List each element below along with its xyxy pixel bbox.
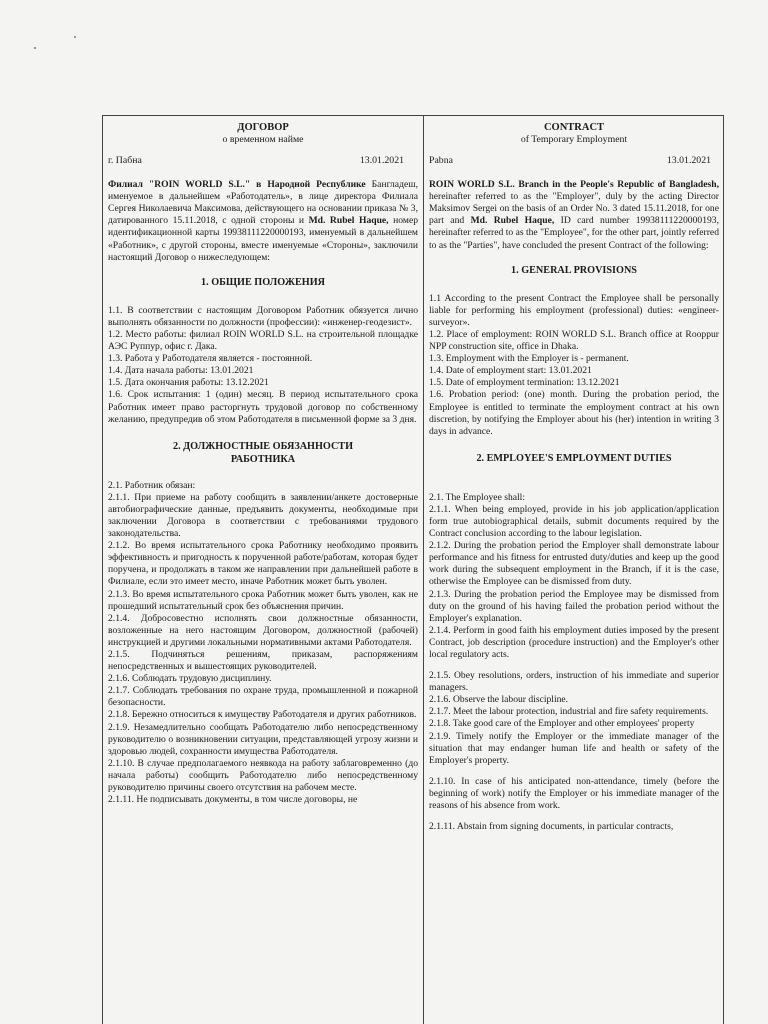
place-date-ru (108, 155, 418, 167)
clause-ru: 1.1. В соответствии с настоящим Договором Работник обязуется лично выполнять обязанности по должности (профессии): «инженер-геодезист». (108, 304, 418, 328)
clause-en: 1.4. Date of employment start: 13.01.2021 (429, 365, 592, 377)
s1-list-ru (108, 305, 418, 426)
russian-column (103, 116, 424, 1024)
section1-heading-ru: 1. ОБЩИЕ ПОЛОЖЕНИЯ (201, 276, 325, 288)
place-en: Pabna (429, 155, 453, 166)
clause-ru: 1.6. Срок испытания: 1 (один) месяц. В период испытательного срока Работник имеет право расторгнуть трудовой договор по собственному желанию, предупредив об этом Работодателя в письменной форме за 3 дня. (108, 389, 418, 425)
date-ru: 13.01.2021 (359, 155, 404, 166)
intro-rest-en: hereinafter referred to as the "Employer", duly by the acting Director Maksimov Sergei on the basis of an Order No. 3 dated 15.11.2018, for one part and (429, 191, 719, 227)
contract-table (102, 115, 724, 1024)
clause-ru: 2.1.2. Во время испытательного срока Работнику необходимо проявить эффективность и пригодность к порученной работе/работам, которая будет поручена, и продолжать в таком же направлении при дальнейшей работе в Филиале, если это имеет место, иначе Работник может быть уволен. (108, 540, 418, 588)
clause-en: 2.1.9. Timely notify the Employer or the immediate manager of the situation that may endanger human life and health or safety of the Employer's property. (429, 730, 719, 766)
s2-list-ru (108, 480, 418, 807)
clause-en: 2.1.10. In case of his anticipated non-attendance, timely (before the beginning of work) notify the Employer or his immediate manager of the reasons of his absence from work. (429, 775, 719, 812)
spacer (429, 767, 719, 776)
clause-en: 2.1.8. Take good care of the Employer and other employees' property (429, 718, 695, 730)
clause-ru: 2.1.10. В случае предполагаемого неявкода на работу заблаговременно (до начала работы) сообщить Работодателю либо непосредственному руководителю причины своего отсутствия на рабочем месте. (108, 757, 418, 794)
doc-title-en: CONTRACT (543, 122, 605, 133)
clause-ru: 2.1.6. Соблюдать трудовую дисциплину. (108, 673, 272, 685)
scan-speck (34, 47, 36, 49)
clause-ru: 2.1.4. Добросовестно исполнять свои должностные обязанности, возложенные на него настоящим Договором, должностной (рабочей) инструкцией и другими локальными нормативными актами Работодателя. (108, 612, 418, 648)
clause-ru: 2.1.3. Во время испытательного срока Работник может быть уволен, как не прошедший испытательный срок без объяснения причин. (108, 588, 418, 612)
clause-en: 2.1.5. Obey resolutions, orders, instruction of his immediate and superior managers. (429, 670, 719, 694)
s1-list-en (429, 293, 719, 438)
clause-en: 2.1.2. During the probation period the Employer shall demonstrate labour performance and his fitness for entrusted duty/duties and keep up the good work during the subsequent employment in the Branch, if it is the case, otherwise the Employee can be dismissed from duty. (429, 540, 719, 588)
intro-tail-ru: номер идентификационной карты 19938111220000193, именуемый в дальнейшем «Работник», с другой стороны, вместе именуемые «Стороны», заключили настоящий Договор о нижеследующем: (108, 215, 418, 263)
section2-heading-en: 2. EMPLOYEE'S EMPLOYMENT DUTIES (476, 452, 672, 464)
clause-ru: 1.2. Место работы: филиал ROIN WORLD S.L. на строительной площадке АЭС Руппур, офис г. Дака. (108, 328, 418, 353)
intro-name-en: Md. Rubel Haque, (470, 215, 555, 227)
clause-ru: 2.1.9. Незамедлительно сообщать Работодателю либо непосредственному руководителю о возникновении ситуации, представляющей угрозу жизни и здоровью людей, сохранности имущества Работодателя. (108, 721, 418, 757)
clause-ru: 2.1. Работник обязан: (108, 479, 196, 491)
doc-subtitle-en: of Temporary Employment (520, 134, 628, 145)
clause-en: 1.1 According to the present Contract the Employee shall be personally liable for performing his employment (professional) duties: «engineer-surveyor». (429, 292, 719, 328)
clause-ru: 1.5. Дата окончания работы: 13.12.2021 (108, 377, 269, 389)
doc-title-ru: ДОГОВОР (237, 122, 289, 133)
clause-ru: 2.1.11. Не подписывать документы, в том числе договоры, не (108, 794, 358, 806)
intro-bold-en: ROIN WORLD S.L. Branch in the People's Republic of Bangladesh, (429, 179, 719, 191)
clause-ru: 2.1.1. При приеме на работу сообщить в заявлении/анкете достоверные автобиографические данные, предъявить документы, необходимые при заключении Договора в соответствии с требованиями трудового законодательства. (108, 491, 418, 540)
clause-en: 2.1.6. Observe the labour discipline. (429, 694, 569, 706)
clause-ru: 2.1.5. Подчиняться решениям, приказам, распоряжениям непосредственных и вышестоящих руководителей. (108, 649, 418, 673)
place-ru: г. Пабна (108, 155, 142, 166)
clause-en: 1.6. Probation period: (one) month. During the probation period, the Employee is entitled to terminate the employment contract at his own discretion, by notifying the Employer about his (her) intention in writing 3 days in advance. (429, 389, 719, 437)
intro-tail-en: ID card number 19938111220000193, hereinafter referred to as the "Employee", for the other part, jointly referred to as the "Parties", have concluded the present Contract of the following: (429, 215, 719, 251)
clause-en: 2.1.3. During the probation period the Employee may be dismissed from duty on the ground of his having failed the probation period without the Employer's explanation. (429, 588, 719, 624)
clause-ru: 2.1.7. Соблюдать требования по охране труда, промышленной и пожарной безопасности. (108, 685, 418, 709)
section1-heading-en: 1. GENERAL PROVISIONS (511, 264, 637, 276)
clause-en: 2.1.1. When being employed, provide in his job application/application form true autobiographical details, submit documents required by the Contract conclusion according to the labour legislation. (429, 503, 719, 540)
place-date-en (429, 155, 719, 167)
intro-rest-ru: Бангладеш, именуемое в дальнейшем «Работодатель», в лице директора Филиала Сергея Николаевича Максимова, действующего на основании приказа № 3, датированного 15.11.2018, с одной стороны и (108, 179, 418, 227)
s2-list-en (429, 492, 719, 833)
clause-en: 1.3. Employment with the Employer is - permanent. (429, 353, 629, 365)
clause-en: 2.1.7. Meet the labour protection, industrial and fire safety requirements. (429, 706, 709, 718)
intro-bold-ru: Филиал "ROIN WORLD S.L." в Народной Республике (108, 179, 366, 191)
date-en: 13.01.2021 (666, 155, 711, 166)
clause-en: 2.1.11. Abstain from signing documents, in particular contracts, (429, 821, 674, 833)
intro-en (429, 179, 719, 252)
clause-ru: 1.3. Работа у Работодателя является - постоянной. (108, 353, 313, 365)
clause-ru: 2.1.8. Бережно относиться к имуществу Работодателя и других работников. (108, 709, 417, 721)
section2-heading-ru: 2. ДОЛЖНОСТНЫЕ ОБЯЗАННОСТИ РАБОТНИКА (172, 440, 354, 465)
spacer (429, 812, 719, 821)
clause-en: 2.1. The Employee shall: (429, 491, 526, 503)
intro-name-ru: Md. Rubel Haque, (308, 215, 389, 227)
clause-ru: 1.4. Дата начала работы: 13.01.2021 (108, 365, 254, 377)
spacer (429, 661, 719, 670)
doc-subtitle-ru: о временном найме (222, 134, 304, 145)
english-column (424, 116, 724, 1024)
intro-ru (108, 179, 418, 264)
clause-en: 1.5. Date of employment termination: 13.12.2021 (429, 377, 620, 389)
scan-speck (74, 36, 76, 38)
clause-en: 1.2. Place of employment: ROIN WORLD S.L. Branch office at Rooppur NPP construction site, office in Dhaka. (429, 328, 719, 353)
clause-en: 2.1.4. Perform in good faith his employment duties imposed by the present Contract, job description (procedure instruction) and the Employer's other local regulatory acts. (429, 624, 719, 660)
